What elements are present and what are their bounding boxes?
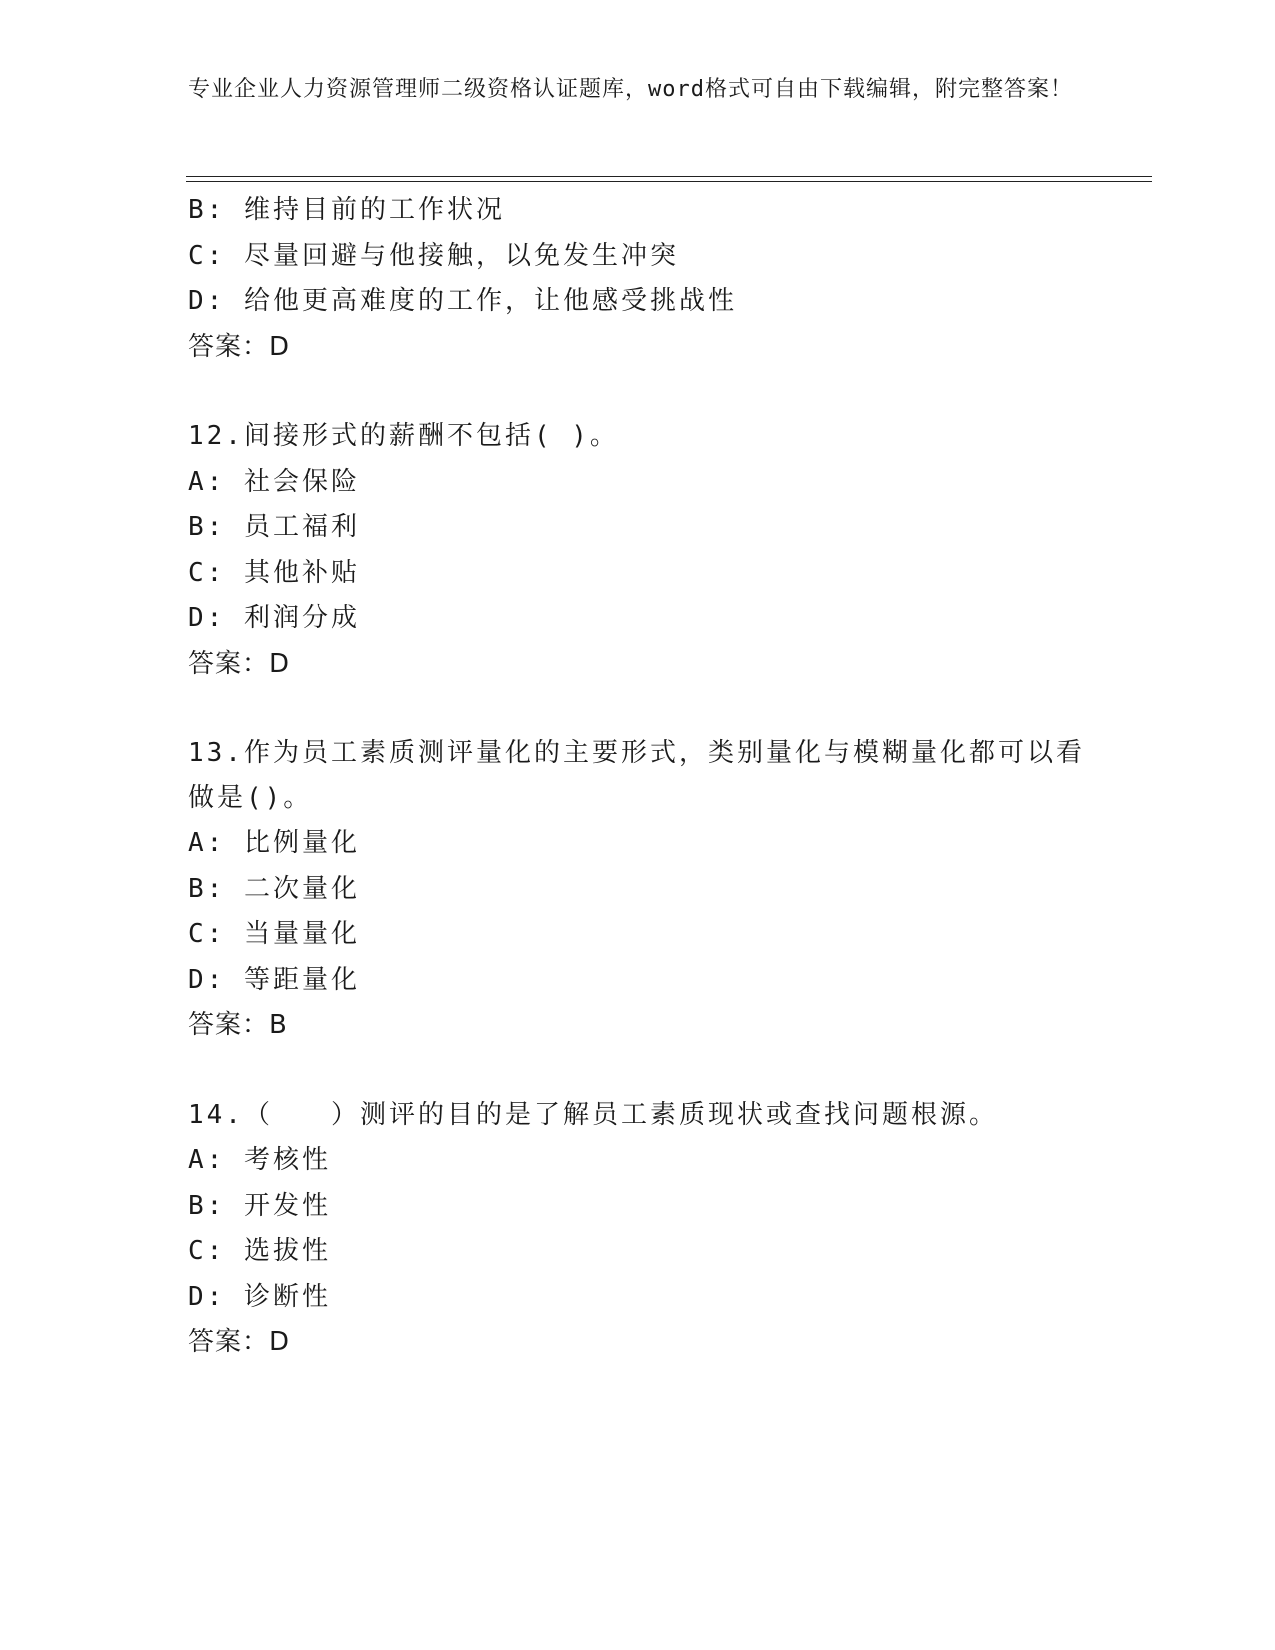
question-text: 13.作为员工素质测评量化的主要形式，类别量化与模糊量化都可以看做是()。 (188, 738, 1085, 813)
option-b: B: 维持目前的工作状况 (188, 195, 505, 225)
spacer (188, 370, 1088, 414)
option-a: A: 社会保险 (188, 466, 360, 497)
option-c: C: 其他补贴 (188, 557, 360, 588)
option-d: D: 利润分成 (188, 603, 360, 633)
option-d: D: 给他更高难度的工作，让他感受挑战性 (188, 286, 737, 316)
page-header: 专业企业人力资源管理师二级资格认证题库，word格式可自由下载编辑，附完整答案！ (188, 77, 1073, 102)
answer-line: 答案：D (188, 331, 291, 362)
question-text: 12.间接形式的薪酬不包括( )。 (188, 421, 619, 451)
answer-line: 答案：B (188, 1010, 288, 1040)
question-block-11 (188, 188, 1088, 370)
option-d: D: 诊断性 (188, 1281, 331, 1312)
option-a: A: 比例量化 (188, 828, 360, 858)
question-block-12 (188, 414, 1088, 687)
option-b: B: 员工福利 (188, 512, 360, 542)
option-c: C: 尽量回避与他接触，以免发生冲突 (188, 240, 679, 271)
option-c: C: 选拔性 (188, 1236, 331, 1266)
question-list (188, 188, 1088, 1366)
question-block-13 (188, 731, 1088, 1049)
question-text: 14.（ ）测评的目的是了解员工素质现状或查找问题根源。 (188, 1099, 998, 1130)
option-b: B: 二次量化 (188, 873, 360, 904)
option-a: A: 考核性 (188, 1145, 331, 1175)
option-d: D: 等距量化 (188, 964, 360, 995)
spacer (188, 1049, 1088, 1093)
question-block-14 (188, 1093, 1088, 1366)
answer-line: 答案：D (188, 1327, 291, 1357)
header-divider-top (186, 176, 1152, 177)
answer-line: 答案：D (188, 648, 291, 679)
option-c: C: 当量量化 (188, 919, 360, 949)
option-b: B: 开发性 (188, 1190, 331, 1221)
spacer (188, 687, 1088, 731)
header-divider-bottom (186, 181, 1152, 182)
